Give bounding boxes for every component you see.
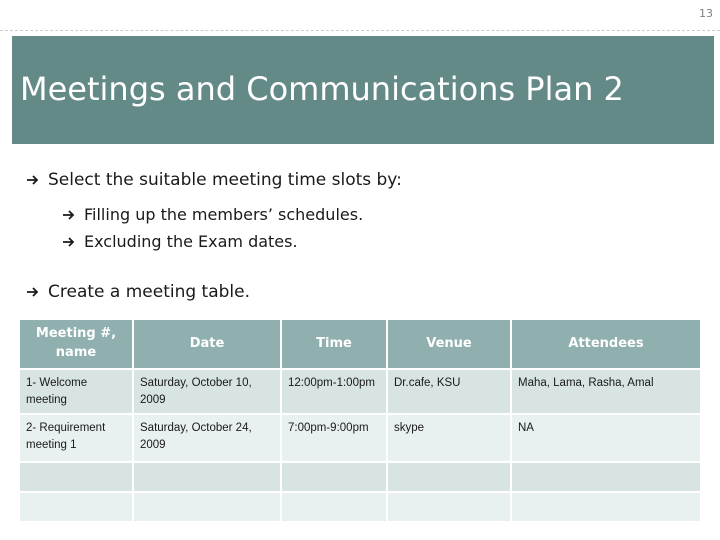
table-cell bbox=[511, 462, 701, 492]
meeting-table bbox=[18, 318, 702, 523]
table-cell: Maha, Lama, Rasha, Amal bbox=[511, 369, 701, 414]
page-title: Meetings and Communications Plan 2 bbox=[20, 70, 624, 108]
table-cell: Dr.cafe, KSU bbox=[387, 369, 511, 414]
table-cell bbox=[133, 462, 281, 492]
title-bar bbox=[12, 36, 714, 144]
bullet-select-time-slots bbox=[26, 170, 402, 190]
table-row bbox=[19, 414, 701, 462]
header-meeting-name: Meeting #, name bbox=[19, 319, 133, 369]
bullet-text: Excluding the Exam dates. bbox=[84, 232, 298, 251]
table-cell: 7:00pm-9:00pm bbox=[281, 414, 387, 462]
top-divider bbox=[0, 30, 720, 31]
table-row bbox=[19, 492, 701, 522]
table-cell bbox=[19, 492, 133, 522]
table-row bbox=[19, 369, 701, 414]
sub-bullet-filling-schedules bbox=[62, 205, 363, 224]
table-cell: NA bbox=[511, 414, 701, 462]
table-cell bbox=[281, 462, 387, 492]
bullet-text: Select the suitable meeting time slots by: bbox=[48, 170, 402, 190]
table-cell: 12:00pm-1:00pm bbox=[281, 369, 387, 414]
table-cell bbox=[133, 492, 281, 522]
arrow-right-icon bbox=[26, 286, 40, 298]
table-header-row bbox=[19, 319, 701, 369]
arrow-right-icon bbox=[26, 174, 40, 186]
arrow-right-icon bbox=[62, 209, 76, 221]
table-cell bbox=[281, 492, 387, 522]
header-venue: Venue bbox=[387, 319, 511, 369]
bullet-text: Filling up the members’ schedules. bbox=[84, 205, 364, 224]
table-row bbox=[19, 462, 701, 492]
table-cell bbox=[387, 462, 511, 492]
page-number: 13 bbox=[699, 7, 713, 20]
table-cell: skype bbox=[387, 414, 511, 462]
header-date: Date bbox=[133, 319, 281, 369]
header-attendees: Attendees bbox=[511, 319, 701, 369]
table-cell bbox=[387, 492, 511, 522]
table-cell: Saturday, October 10, 2009 bbox=[133, 369, 281, 414]
sub-bullet-excluding-exams bbox=[62, 232, 298, 251]
bullet-create-meeting-table bbox=[26, 282, 250, 302]
table-cell bbox=[511, 492, 701, 522]
table-cell: 2- Requirement meeting 1 bbox=[19, 414, 133, 462]
arrow-right-icon bbox=[62, 236, 76, 248]
table-cell: Saturday, October 24, 2009 bbox=[133, 414, 281, 462]
table-cell: 1- Welcome meeting bbox=[19, 369, 133, 414]
table-cell bbox=[19, 462, 133, 492]
bullet-text: Create a meeting table. bbox=[48, 282, 251, 302]
header-time: Time bbox=[281, 319, 387, 369]
